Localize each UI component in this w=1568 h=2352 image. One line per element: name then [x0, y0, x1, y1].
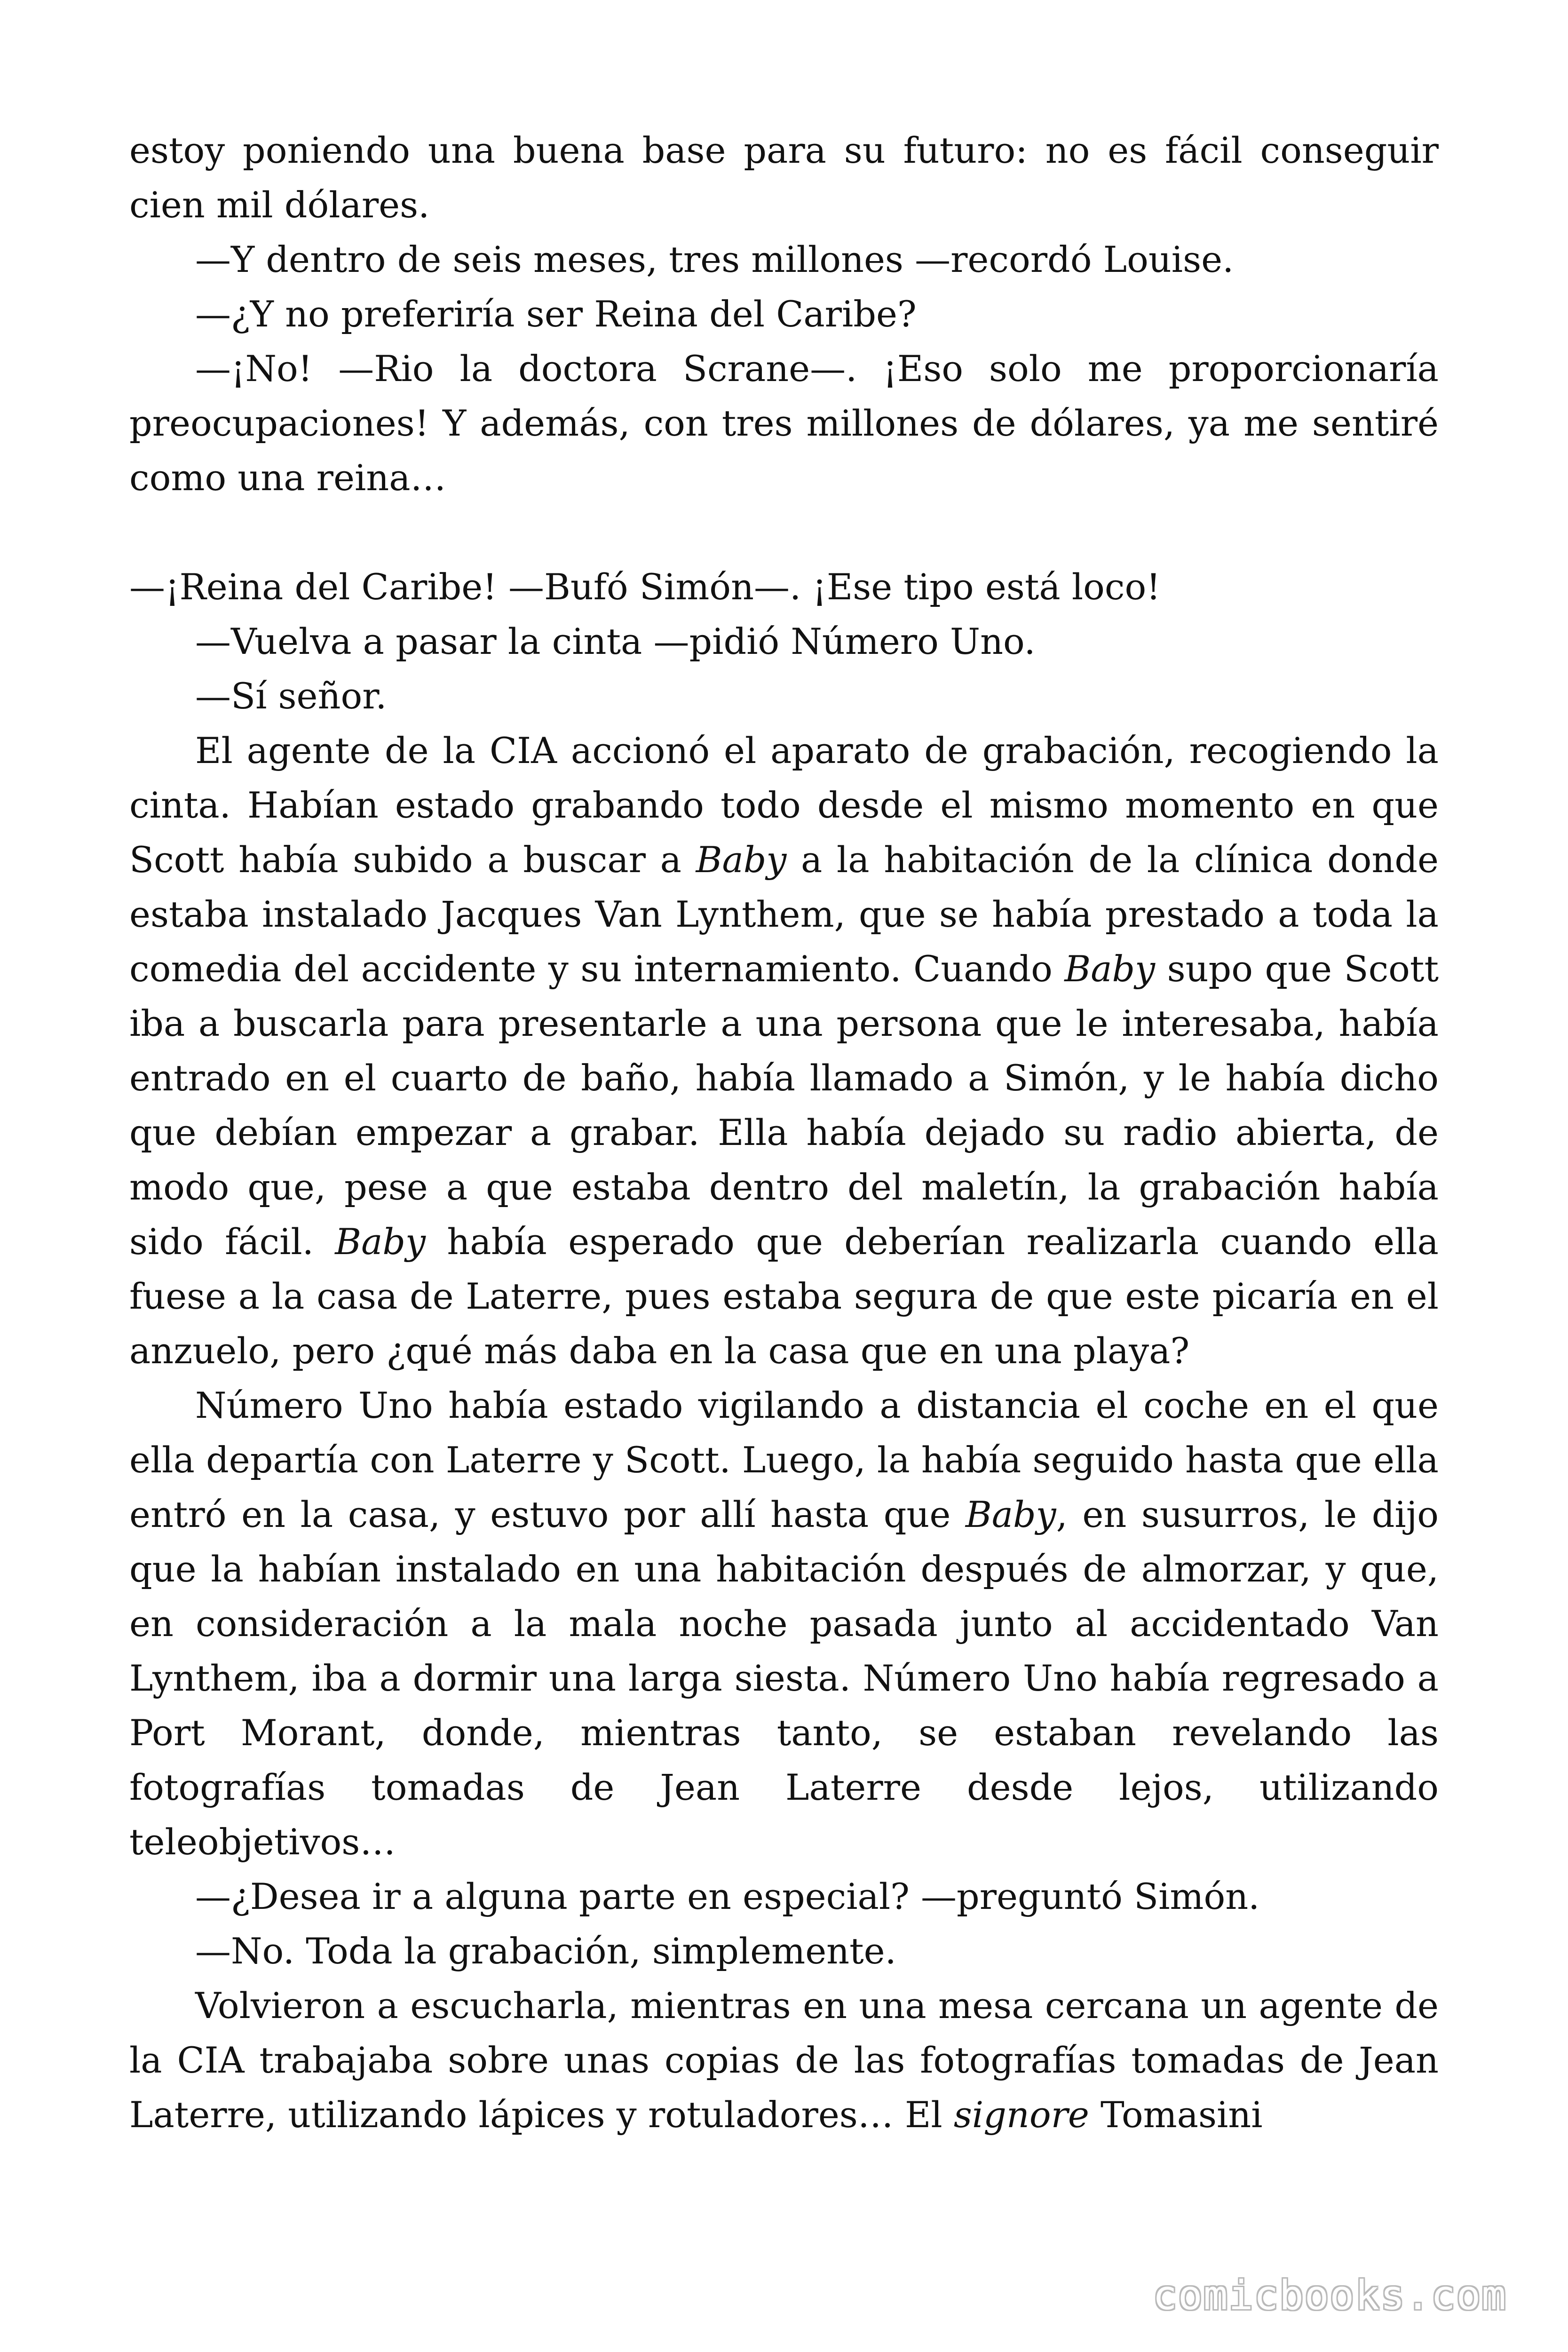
- italic-name: Baby: [335, 1221, 426, 1263]
- paragraph: [129, 1869, 1439, 1924]
- text-run: —Y dentro de seis meses, tres millones —recordó Louise.: [195, 238, 1234, 280]
- paragraph: [129, 560, 1439, 614]
- paragraph: [129, 1924, 1439, 1979]
- text-run: —No. Toda la grabación, simplemente.: [195, 1930, 896, 1972]
- italic-name: Baby: [965, 1494, 1056, 1535]
- text-run: estoy poniendo una buena base para su futuro: no es fácil conseguir cien mil dólares.: [129, 129, 1439, 226]
- watermark: comicbooks.com: [1153, 2272, 1507, 2319]
- text-run: —¿Desea ir a alguna parte en especial? —preguntó Simón.: [195, 1875, 1260, 1917]
- text-run: Número Uno había estado vigilando a distancia el coche en el que ella departía con Laterre y Scott. Luego, la había seguido hasta que ella entró en la casa, y estuvo por allí hasta que: [129, 1384, 1439, 1535]
- paragraph: [129, 614, 1439, 669]
- paragraph: [129, 232, 1439, 287]
- paragraph: [129, 123, 1439, 232]
- paragraph: [129, 287, 1439, 342]
- paragraph: [129, 342, 1439, 505]
- page-text: [129, 123, 1439, 2142]
- text-run: , en susurros, le dijo que la habían instalado en una habitación después de almorzar, y que, en consideración a la mala noche pasada junto al accidentado Van Lynthem, iba a dormir una larga siesta. Número Uno había regresado a Port Morant, donde, mientras tanto, se estaban revelando las fotografías tomadas de Jean Laterre desde lejos, utilizando teleobjetivos…: [129, 1494, 1439, 1863]
- text-run: supo que Scott iba a buscarla para presentarle a una persona que le interesaba, había entrado en el cuarto de baño, había llamado a Simón, y le había dicho que debían empezar a grabar. Ella había dejado su radio abierta, de modo que, pese a que estaba dentro del maletín, la grabación había sido fácil.: [129, 948, 1439, 1263]
- text-run: —¡Reina del Caribe! —Bufó Simón—. ¡Ese tipo está loco!: [129, 566, 1161, 608]
- text-run: Volvieron a escucharla, mientras en una mesa cercana un agente de la CIA trabajaba sobre unas copias de las fotografías tomadas de Jean Laterre, utilizando lápices y rotuladores… El: [129, 1985, 1439, 2136]
- italic-name: Baby: [1064, 948, 1156, 990]
- text-run: Tomasini: [1089, 2094, 1263, 2136]
- text-run: —¡No! —Rio la doctora Scrane—. ¡Eso solo me proporcionaría preocupaciones! Y además, con tres millones de dólares, ya me sentiré como una reina…: [129, 348, 1439, 499]
- italic-name: Baby: [696, 839, 787, 881]
- paragraph: [129, 669, 1439, 723]
- italic-word: signore: [953, 2094, 1089, 2136]
- text-run: había esperado que deberían realizarla cuando ella fuese a la casa de Laterre, pues estaba segura de que este picaría en el anzuelo, pero ¿qué más daba en la casa que en una playa?: [129, 1221, 1439, 1372]
- text-run: a la habitación de la clínica donde estaba instalado Jacques Van Lynthem, que se había prestado a toda la comedia del accidente y su internamiento. Cuando: [129, 839, 1439, 990]
- text-run: —¿Y no preferiría ser Reina del Caribe?: [195, 293, 917, 335]
- paragraph: [129, 723, 1439, 1378]
- text-run: —Vuelva a pasar la cinta —pidió Número Uno.: [195, 620, 1036, 662]
- paragraph: [129, 1378, 1439, 1869]
- text-run: El agente de la CIA accionó el aparato de grabación, recogiendo la cinta. Habían estado grabando todo desde el mismo momento en que Scott había subido a buscar a: [129, 730, 1439, 881]
- text-run: —Sí señor.: [195, 675, 387, 717]
- paragraph: [129, 1979, 1439, 2142]
